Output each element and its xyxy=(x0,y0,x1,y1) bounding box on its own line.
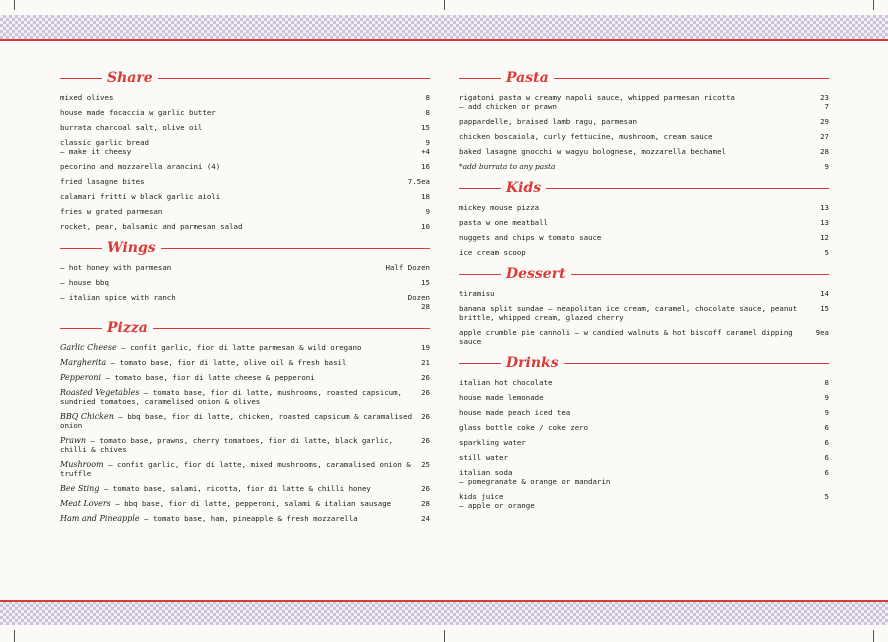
menu-item xyxy=(60,373,430,382)
menu-item xyxy=(459,378,829,387)
price-value: 15 xyxy=(421,123,430,132)
item-description xyxy=(60,263,386,272)
menu-item xyxy=(459,162,829,171)
item-subtext: – apple or orange xyxy=(459,501,535,510)
item-price xyxy=(421,222,430,231)
price-value: 9 xyxy=(425,138,430,147)
item-price xyxy=(426,108,430,117)
item-subtext: – pomegranate & orange or mandarin xyxy=(459,477,611,486)
item-price xyxy=(820,289,829,298)
item-text: – tomato base, fior di latte, mushrooms, roasted capsicum, sundried tomatoes, caramelised onion & olives xyxy=(60,388,402,406)
item-price xyxy=(421,343,430,352)
price-value: 15 xyxy=(421,278,430,287)
price-value: 6 xyxy=(824,453,829,462)
item-description xyxy=(459,93,820,111)
menu-item xyxy=(459,438,829,447)
item-description xyxy=(459,233,820,242)
price-value: 7.5ea xyxy=(407,177,430,186)
item-price xyxy=(421,358,430,367)
item-price xyxy=(421,412,430,430)
item-price xyxy=(421,388,430,406)
item-price xyxy=(820,218,829,227)
section-title: Dessert xyxy=(506,266,566,282)
item-description xyxy=(60,138,421,156)
menu-item xyxy=(459,147,829,156)
item-description xyxy=(459,289,820,298)
pizza-list xyxy=(60,343,430,523)
section-title: Pizza xyxy=(107,320,148,336)
menu-item xyxy=(60,514,430,523)
menu-item xyxy=(60,388,430,406)
item-description xyxy=(459,423,825,432)
item-text: apple crumble pie cannoli – w candied walnuts & hot biscoff caramel dipping sauce xyxy=(459,328,793,346)
drinks-list xyxy=(459,378,829,510)
item-text: – bbq base, fior di latte, chicken, roasted capsicum & caramalised onion xyxy=(60,412,413,430)
red-rule-top xyxy=(0,39,888,41)
item-price xyxy=(421,278,430,287)
item-price xyxy=(421,484,430,493)
item-description xyxy=(60,373,421,382)
item-text: – tomato base, ham, pineapple & fresh mozzarella xyxy=(139,514,358,523)
menu-item xyxy=(459,233,829,242)
menu-item xyxy=(60,343,430,352)
item-description xyxy=(60,358,421,367)
item-description xyxy=(459,132,820,141)
item-text: italian hot chocolate xyxy=(459,378,553,387)
item-text: tiramisu xyxy=(459,289,495,298)
price-extra: 7 xyxy=(824,102,829,111)
price-value: 23 xyxy=(820,93,829,102)
price-value: 26 xyxy=(421,436,430,445)
item-price xyxy=(386,263,431,272)
menu-item xyxy=(60,162,430,171)
item-description xyxy=(60,177,408,186)
checker-band-top xyxy=(0,15,888,39)
checker-band-bottom xyxy=(0,601,888,625)
price-value: 26 xyxy=(421,388,430,397)
section-header-pasta xyxy=(459,70,829,86)
item-price xyxy=(825,453,829,462)
item-description xyxy=(60,460,421,478)
item-text: rigatoni pasta w creamy napoli sauce, whipped parmesan ricotta xyxy=(459,93,735,102)
item-name: Meat Lovers xyxy=(60,499,111,508)
menu-item xyxy=(60,93,430,102)
price-value: 21 xyxy=(421,358,430,367)
item-description xyxy=(60,412,421,430)
price-value: 5 xyxy=(824,492,829,501)
menu-item xyxy=(60,278,430,287)
menu-item xyxy=(60,192,430,201)
crop-mark xyxy=(444,0,445,10)
item-price xyxy=(816,328,829,346)
price-value: 28 xyxy=(820,147,829,156)
section-header-pizza xyxy=(60,320,430,336)
item-description xyxy=(60,222,421,231)
item-price xyxy=(421,460,430,478)
menu-item xyxy=(60,123,430,132)
menu-item xyxy=(459,132,829,141)
item-description xyxy=(459,408,825,417)
section-title: Kids xyxy=(506,180,542,196)
item-description xyxy=(459,162,825,171)
menu-item xyxy=(60,177,430,186)
crop-mark xyxy=(14,630,15,642)
menu-item xyxy=(459,423,829,432)
item-text: pappardelle, braised lamb ragu, parmesan xyxy=(459,117,637,126)
menu-item xyxy=(60,412,430,430)
item-name: Prawn xyxy=(60,436,86,445)
menu-item xyxy=(459,408,829,417)
item-price xyxy=(825,468,829,486)
item-price xyxy=(825,162,829,171)
menu-item xyxy=(459,328,829,346)
item-text: nuggets and chips w tomato sauce xyxy=(459,233,602,242)
price-value: 6 xyxy=(824,423,829,432)
item-description xyxy=(60,108,426,117)
item-name: Mushroom xyxy=(60,460,104,469)
wings-list xyxy=(60,263,430,311)
item-price xyxy=(426,207,430,216)
item-description xyxy=(459,328,816,346)
price-value: 9 xyxy=(425,207,430,216)
price-value: 15 xyxy=(820,304,829,313)
menu-item xyxy=(60,222,430,231)
item-price xyxy=(408,293,430,311)
item-price xyxy=(820,147,829,156)
red-rule-bottom xyxy=(0,600,888,602)
menu-item xyxy=(60,138,430,156)
item-name: Margherita xyxy=(60,358,107,367)
item-price xyxy=(820,132,829,141)
item-price xyxy=(825,248,829,257)
price-value: 26 xyxy=(421,373,430,382)
menu-item xyxy=(60,293,430,311)
price-value: 9 xyxy=(824,408,829,417)
item-price xyxy=(825,408,829,417)
menu-item xyxy=(60,460,430,478)
menu-column-left xyxy=(60,70,430,529)
price-value: 13 xyxy=(820,203,829,212)
item-text: kids juice xyxy=(459,492,504,501)
price-value: 26 xyxy=(421,484,430,493)
item-text: – tomato base, prawns, cherry tomatoes, fior di latte, black garlic, chilli & chives xyxy=(60,436,394,454)
item-price xyxy=(408,177,430,186)
crop-mark xyxy=(444,630,445,642)
item-description xyxy=(60,162,421,171)
price-value: 9 xyxy=(824,162,829,171)
menu-item xyxy=(459,203,829,212)
item-price xyxy=(825,492,829,510)
price-value: 10 xyxy=(421,222,430,231)
menu-item xyxy=(459,93,829,111)
item-price xyxy=(825,423,829,432)
menu-item xyxy=(60,358,430,367)
item-text: banana split sundae – neapolitan ice cream, caramel, chocolate sauce, peanut brittle, whipped cream, glazed cherry xyxy=(459,304,798,322)
menu-item xyxy=(459,218,829,227)
item-text: mixed olives xyxy=(60,93,114,102)
menu-item xyxy=(459,304,829,322)
item-description xyxy=(459,218,820,227)
item-description xyxy=(60,436,421,454)
price-value: 26 xyxy=(421,412,430,421)
item-price xyxy=(426,93,430,102)
item-description xyxy=(60,93,426,102)
item-price xyxy=(820,304,829,322)
menu-item xyxy=(459,289,829,298)
item-description xyxy=(459,304,820,322)
menu-item xyxy=(459,453,829,462)
price-value: Half Dozen xyxy=(385,263,430,272)
price-value: Dozen xyxy=(407,293,430,302)
crop-mark xyxy=(14,0,15,10)
item-price xyxy=(820,233,829,242)
price-value: 6 xyxy=(824,438,829,447)
price-value: 12 xyxy=(820,233,829,242)
item-description xyxy=(60,499,421,508)
price-value: 8 xyxy=(824,378,829,387)
item-text: house made lemonade xyxy=(459,393,544,402)
item-text: rocket, pear, balsamic and parmesan salad xyxy=(60,222,243,231)
menu-item xyxy=(459,248,829,257)
item-price xyxy=(421,123,430,132)
price-value: 29 xyxy=(820,117,829,126)
section-header-dessert xyxy=(459,266,829,282)
item-description xyxy=(459,393,825,402)
item-name: Ham and Pineapple xyxy=(60,514,140,523)
section-title: Wings xyxy=(107,240,156,256)
item-subtext: – make it cheesy xyxy=(60,147,132,156)
price-value: 6 xyxy=(824,468,829,477)
price-value: 8 xyxy=(425,108,430,117)
item-description xyxy=(459,438,825,447)
price-value: 18 xyxy=(421,192,430,201)
item-price xyxy=(825,393,829,402)
item-description xyxy=(60,514,421,523)
item-text: fried lasagne bites xyxy=(60,177,145,186)
section-title: Drinks xyxy=(506,355,559,371)
price-value: 19 xyxy=(421,343,430,352)
item-name: BBQ Chicken xyxy=(60,412,114,421)
item-description xyxy=(459,378,825,387)
item-text: classic garlic bread xyxy=(60,138,149,147)
item-price xyxy=(421,499,430,508)
item-price xyxy=(421,138,430,156)
item-price xyxy=(421,436,430,454)
item-description xyxy=(459,203,820,212)
item-text: – italian spice with ranch xyxy=(60,293,176,302)
section-title: Share xyxy=(107,70,153,86)
item-description xyxy=(60,192,421,201)
item-text: – confit garlic, fior di latte, mixed mushrooms, caramalised onion & truffle xyxy=(60,460,411,478)
section-header-share xyxy=(60,70,430,86)
crop-mark xyxy=(873,630,874,642)
item-text: pecorino and mozzarella arancini (4) xyxy=(60,162,221,171)
item-name: Garlic Cheese xyxy=(60,343,117,352)
item-text: baked lasagne gnocchi w wagyu bolognese, mozzarella bechamel xyxy=(459,147,726,156)
item-name: Bee Sting xyxy=(60,484,100,493)
item-price xyxy=(421,373,430,382)
item-text: calamari fritti w black garlic aioli xyxy=(60,192,221,201)
item-text: ice cream scoop xyxy=(459,248,526,257)
item-text: – bbq base, fior di latte, pepperoni, salami & italian sausage xyxy=(110,499,392,508)
item-text: – confit garlic, fior di latte parmesan & wild oregano xyxy=(116,343,362,352)
dessert-list xyxy=(459,289,829,346)
item-text: house made peach iced tea xyxy=(459,408,571,417)
item-description xyxy=(459,117,820,126)
section-header-kids xyxy=(459,180,829,196)
item-text: glass bottle coke / coke zero xyxy=(459,423,589,432)
menu-item xyxy=(459,492,829,510)
item-price xyxy=(825,438,829,447)
item-name: Roasted Vegetables xyxy=(60,388,140,397)
menu-item xyxy=(60,108,430,117)
menu-item xyxy=(60,207,430,216)
kids-list xyxy=(459,203,829,257)
price-value: 5 xyxy=(824,248,829,257)
share-list xyxy=(60,93,430,231)
menu-item xyxy=(60,263,430,272)
item-price xyxy=(820,93,829,111)
price-value: 28 xyxy=(421,499,430,508)
item-text: – hot honey with parmesan xyxy=(60,263,172,272)
item-description xyxy=(459,468,825,486)
price-value: 13 xyxy=(820,218,829,227)
menu-item xyxy=(459,393,829,402)
item-description xyxy=(60,293,408,311)
menu-item xyxy=(459,468,829,486)
item-price xyxy=(825,378,829,387)
item-text: mickey mouse pizza xyxy=(459,203,540,212)
item-description xyxy=(60,207,426,216)
section-title: Pasta xyxy=(506,70,549,86)
item-text: burrata charcoal salt, olive oil xyxy=(60,123,203,132)
item-description xyxy=(60,484,421,493)
item-description xyxy=(60,343,421,352)
item-price xyxy=(820,203,829,212)
crop-mark xyxy=(873,0,874,10)
item-text: italian soda xyxy=(459,468,513,477)
item-text: – tomato base, fior di latte, olive oil & fresh basil xyxy=(106,358,347,367)
item-text: fries w grated parmesan xyxy=(60,207,163,216)
menu-item xyxy=(60,499,430,508)
item-description xyxy=(60,123,421,132)
item-text: still water xyxy=(459,453,508,462)
pasta-list xyxy=(459,93,829,171)
price-extra: +4 xyxy=(421,147,430,156)
price-value: 16 xyxy=(421,162,430,171)
menu-item xyxy=(60,484,430,493)
item-description xyxy=(60,278,421,287)
menu-item xyxy=(60,436,430,454)
price-extra: 28 xyxy=(421,302,430,311)
item-text: sparkling water xyxy=(459,438,526,447)
item-price xyxy=(421,162,430,171)
section-header-wings xyxy=(60,240,430,256)
item-subtext: – add chicken or prawn xyxy=(459,102,557,111)
item-description xyxy=(459,492,825,510)
item-price xyxy=(421,514,430,523)
item-description xyxy=(459,453,825,462)
item-text: – tomato base, salami, ricotta, fior di latte & chilli honey xyxy=(99,484,371,493)
menu-column-right xyxy=(459,70,829,516)
item-name: Pepperoni xyxy=(60,373,102,382)
item-note: *add burrata to any pasta xyxy=(459,162,556,171)
item-price xyxy=(820,117,829,126)
item-description xyxy=(60,388,421,406)
section-header-drinks xyxy=(459,355,829,371)
item-price xyxy=(421,192,430,201)
price-value: 9ea xyxy=(815,328,829,337)
item-text: pasta w one meatball xyxy=(459,218,548,227)
price-value: 14 xyxy=(820,289,829,298)
price-value: 24 xyxy=(421,514,430,523)
menu-item xyxy=(459,117,829,126)
item-description xyxy=(459,248,825,257)
item-description xyxy=(459,147,820,156)
item-text: – house bbq xyxy=(60,278,109,287)
item-text: – tomato base, fior di latte cheese & pepperoni xyxy=(101,373,315,382)
item-text: house made focaccia w garlic butter xyxy=(60,108,216,117)
price-value: 8 xyxy=(425,93,430,102)
price-value: 9 xyxy=(824,393,829,402)
price-value: 27 xyxy=(820,132,829,141)
item-text: chicken boscaiola, curly fettucine, mushroom, cream sauce xyxy=(459,132,713,141)
price-value: 25 xyxy=(421,460,430,469)
